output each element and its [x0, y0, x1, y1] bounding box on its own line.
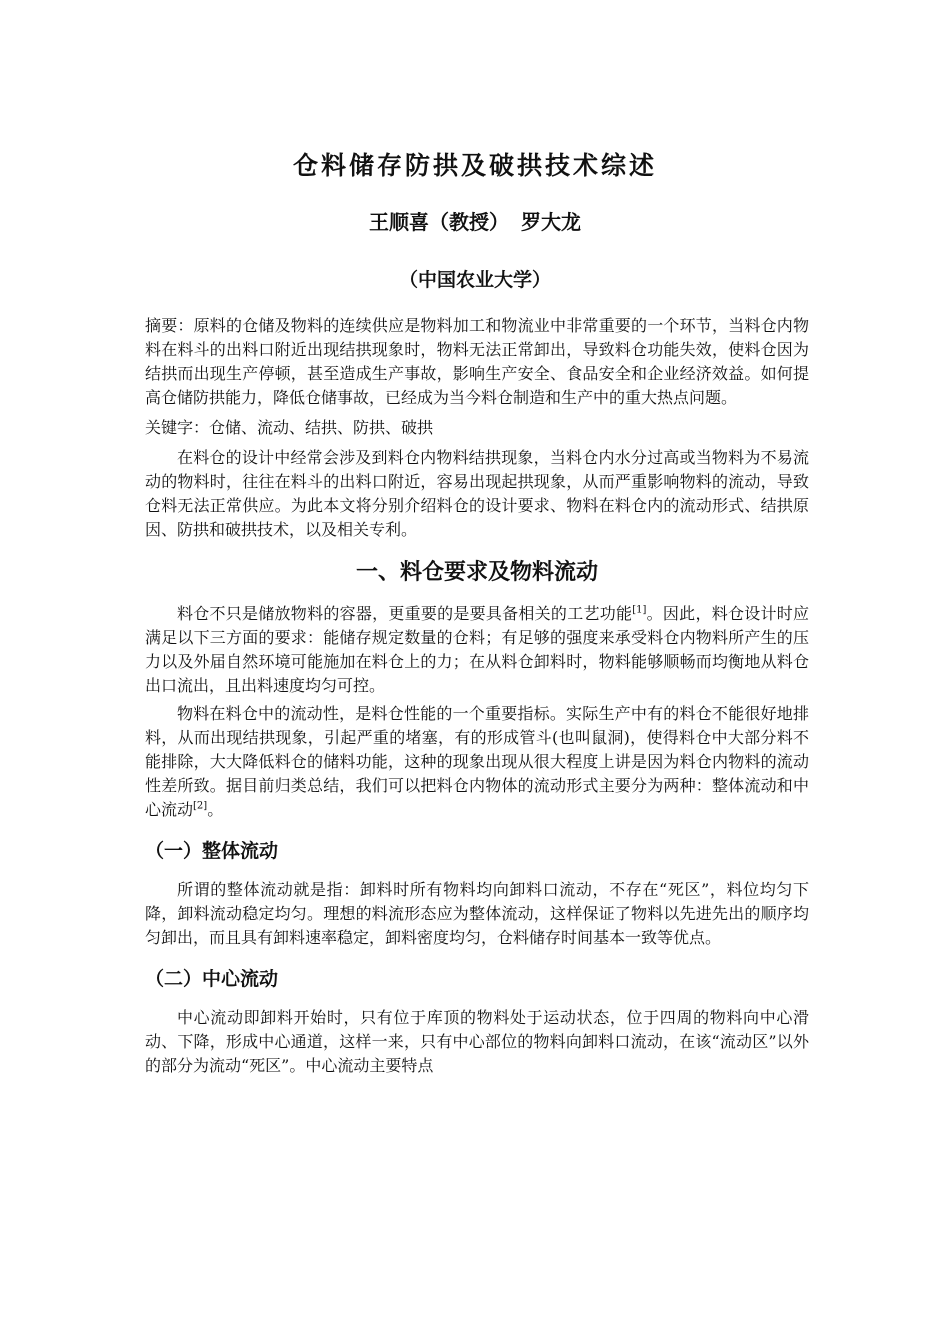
author-line	[0, 206, 950, 235]
section1-paragraph-2-text-a: 物料在料仓中的流动性，是料仓性能的一个重要指标。实际生产中有的料仓不能很好地排料，从而出现结拱现象，引起严重的堵塞，有的形成管斗(也叫鼠洞)，使得料仓中大部分料不能排除，大大降低料仓的储料功能，这种的现象出现从很大程度上讲是因为料仓内物料的流动性差所致。据目前归类总结，我们可以把料仓内物体的流动形式主要分为两种：整体流动和中心流动	[145, 704, 809, 819]
keywords-line: 关键字：仓储、流动、结拱、防拱、破拱	[145, 418, 434, 437]
paper-title: 仓料储存防拱及破拱技术综述	[292, 151, 657, 180]
subsection1-paragraph: 所谓的整体流动就是指：卸料时所有物料均向卸料口流动，不存在“死区”，料位均匀下降，卸料流动稳定均匀。理想的料流形态应为整体流动，这样保证了物料以先进先出的顺序均匀卸出，而且具有卸料速率稳定，卸料密度均匀，仓料储存时间基本一致等优点。	[145, 880, 809, 947]
section-heading-1: 一、料仓要求及物料流动	[355, 560, 598, 585]
affiliation: （中国农业大学）	[398, 269, 551, 291]
intro-paragraph: 在料仓的设计中经常会涉及到料仓内物料结拱现象，当料仓内水分过高或当物料为不易流动的物料时，往往在料斗的出料口附近，容易出现起拱现象，从而严重影响物料的流动，导致仓料无法正常供应。为此本文将分别介绍料仓的设计要求、物料在料仓内的流动形式、结拱原因、防拱和破拱技术，以及相关专利。	[145, 448, 809, 539]
section1-paragraph-1-text-a: 料仓不只是储放物料的容器，更重要的是要具备相关的工艺功能	[177, 604, 633, 623]
section1-paragraph-2	[145, 702, 809, 822]
paper-body	[145, 314, 809, 1078]
citation-ref-2: [2]	[193, 800, 208, 812]
subsection2-paragraph: 中心流动即卸料开始时，只有位于库顶的物料处于运动状态，位于四周的物料向中心滑动、下降，形成中心通道，这样一来，只有中心部位的物料向卸料口流动，在该“流动区”以外的部分为流动“死区”。中心流动主要特点	[145, 1008, 809, 1075]
subsection-heading-1: （一）整体流动	[145, 840, 279, 862]
subsection-heading-2: （二）中心流动	[145, 968, 279, 990]
section1-paragraph-2-text-b: 。	[207, 800, 224, 819]
citation-ref-1: [1]	[632, 604, 647, 616]
section1-paragraph-1-text-b: 。因此，料仓设计时应满足以下三方面的要求：能储存规定数量的仓料；有足够的强度来承受料仓内物料所产生的压力以及外届自然环境可能施加在料仓上的力；在从料仓卸料时，物料能够顺畅而均衡地从料仓出口流出，且出料速度均匀可控。	[145, 604, 809, 695]
author-secondary: 罗大龙	[521, 210, 581, 234]
section1-paragraph-1	[145, 602, 809, 698]
author-primary: 王顺喜（教授）	[369, 210, 509, 234]
abstract-paragraph: 摘要：原料的仓储及物料的连续供应是物料加工和物流业中非常重要的一个环节，当料仓内物料在料斗的出料口附近出现结拱现象时，物料无法正常卸出，导致料仓功能失效，使料仓因为结拱而出现生产停顿，甚至造成生产事故，影响生产安全、食品安全和企业经济效益。如何提高仓储防拱能力，降低仓储事故，已经成为当今料仓制造和生产中的重大热点问题。	[145, 316, 809, 407]
